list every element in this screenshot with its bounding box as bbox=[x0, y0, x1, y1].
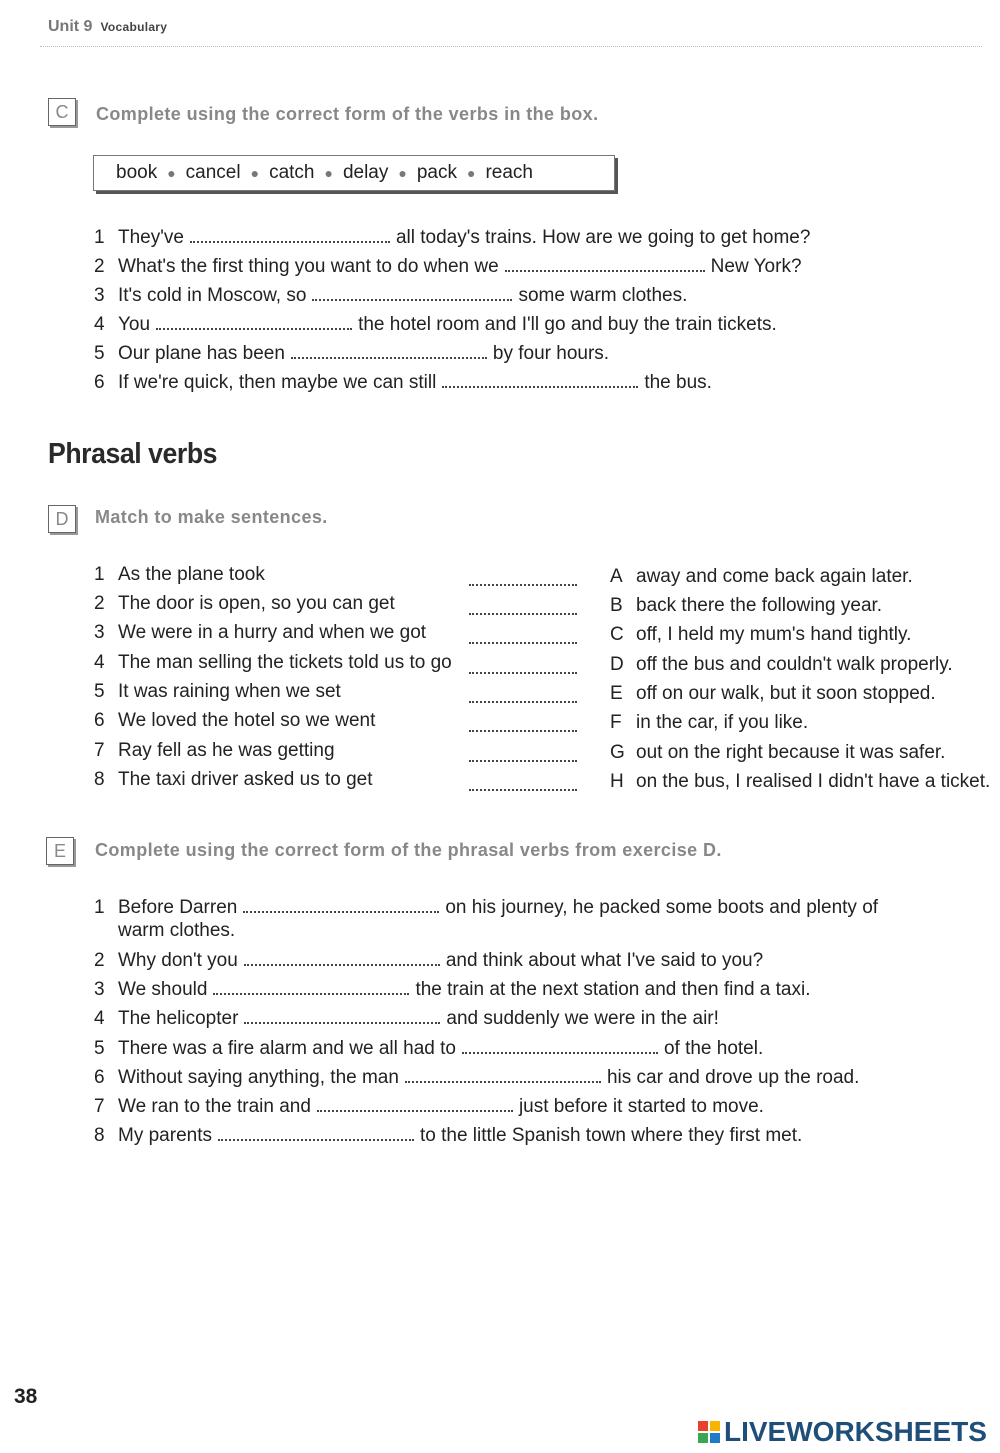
answer-blank[interactable] bbox=[442, 386, 638, 388]
word-reach: reach bbox=[485, 162, 533, 183]
answer-blank[interactable] bbox=[405, 1081, 601, 1083]
answer-blank[interactable] bbox=[213, 993, 409, 995]
answer-blank[interactable] bbox=[317, 1110, 513, 1112]
word-cancel: cancel bbox=[185, 162, 241, 183]
c-item-2: 2 What's the first thing you want to do when we New York? bbox=[94, 256, 802, 277]
section-e-label: E bbox=[46, 837, 74, 865]
answer-blank[interactable] bbox=[190, 241, 390, 243]
d-left-4: 4 The man selling the tickets told us to go bbox=[94, 652, 452, 673]
word-box bbox=[93, 155, 615, 191]
d-left-8: 8 The taxi driver asked us to get bbox=[94, 769, 373, 790]
liveworksheets-logo[interactable] bbox=[698, 1416, 987, 1448]
c-item-6: 6 If we're quick, then maybe we can still the bus. bbox=[94, 372, 712, 393]
d-left-1: 1 As the plane took bbox=[94, 564, 265, 585]
answer-blank[interactable] bbox=[156, 328, 352, 330]
match-blank-7[interactable] bbox=[469, 760, 577, 762]
d-right-h: H on the bus, I realised I didn't have a ticket. bbox=[610, 771, 991, 792]
e-item-1: 1 Before Darren on his journey, he packed some boots and plenty of bbox=[94, 897, 879, 918]
bullet-icon: ● bbox=[398, 165, 407, 181]
word-book: book bbox=[116, 162, 158, 183]
d-right-f: F in the car, if you like. bbox=[610, 712, 809, 733]
d-left-7: 7 Ray fell as he was getting bbox=[94, 740, 335, 761]
bullet-icon: ● bbox=[167, 165, 176, 181]
logo-text: LIVEWORKSHEETS bbox=[724, 1416, 987, 1447]
match-blank-6[interactable] bbox=[469, 730, 577, 732]
match-blank-2[interactable] bbox=[469, 613, 577, 615]
section-c-instruction: Complete using the correct form of the verbs in the box. bbox=[96, 104, 599, 124]
c-item-3: 3 It's cold in Moscow, so some warm clothes. bbox=[94, 285, 688, 306]
c-item-5: 5 Our plane has been by four hours. bbox=[94, 343, 610, 364]
logo-icon bbox=[698, 1421, 720, 1443]
page-header bbox=[48, 18, 167, 36]
d-right-c: C off, I held my mum's hand tightly. bbox=[610, 624, 912, 645]
e-item-8: 8 My parents to the little Spanish town where they first met. bbox=[94, 1125, 803, 1146]
unit-label: Unit 9 bbox=[48, 18, 93, 35]
answer-blank[interactable] bbox=[505, 270, 705, 272]
e-item-1-cont: warm clothes. bbox=[118, 920, 236, 941]
answer-blank[interactable] bbox=[218, 1139, 414, 1141]
d-left-3: 3 We were in a hurry and when we got bbox=[94, 622, 427, 643]
answer-blank[interactable] bbox=[244, 964, 440, 966]
e-item-5: 5 There was a fire alarm and we all had to of the hotel. bbox=[94, 1038, 764, 1059]
d-right-d: D off the bus and couldn't walk properly. bbox=[610, 654, 953, 675]
d-right-a: A away and come back again later. bbox=[610, 566, 913, 587]
e-item-2: 2 Why don't you and think about what I've said to you? bbox=[94, 950, 764, 971]
e-item-6: 6 Without saying anything, the man his car and drove up the road. bbox=[94, 1067, 860, 1088]
answer-blank[interactable] bbox=[244, 1022, 440, 1024]
d-left-5: 5 It was raining when we set bbox=[94, 681, 341, 702]
d-right-e: E off on our walk, but it soon stopped. bbox=[610, 683, 936, 704]
page-number: 38 bbox=[14, 1385, 38, 1408]
phrasal-verbs-heading: Phrasal verbs bbox=[48, 438, 218, 470]
d-left-6: 6 We loved the hotel so we went bbox=[94, 710, 376, 731]
section-d-instruction: Match to make sentences. bbox=[95, 507, 328, 527]
d-right-b: B back there the following year. bbox=[610, 595, 883, 616]
e-item-3: 3 We should the train at the next station and then find a taxi. bbox=[94, 979, 811, 1000]
match-blank-1[interactable] bbox=[469, 584, 577, 586]
answer-blank[interactable] bbox=[312, 299, 512, 301]
bullet-icon: ● bbox=[250, 165, 260, 181]
match-blank-4[interactable] bbox=[469, 672, 577, 674]
word-pack: pack bbox=[416, 162, 457, 183]
section-e-instruction: Complete using the correct form of the phrasal verbs from exercise D. bbox=[95, 840, 722, 860]
e-item-4: 4 The helicopter and suddenly we were in the air! bbox=[94, 1008, 719, 1029]
d-left-2: 2 The door is open, so you can get bbox=[94, 593, 395, 614]
section-c-label: C bbox=[48, 98, 76, 126]
word-delay: delay bbox=[342, 162, 389, 183]
bullet-icon: ● bbox=[324, 165, 333, 181]
header-divider bbox=[40, 46, 982, 47]
section-label: Vocabulary bbox=[100, 20, 168, 34]
d-right-g: G out on the right because it was safer. bbox=[610, 742, 946, 763]
match-blank-5[interactable] bbox=[469, 701, 577, 703]
e-item-7: 7 We ran to the train and just before it started to move. bbox=[94, 1096, 764, 1117]
word-catch: catch bbox=[269, 162, 315, 183]
match-blank-3[interactable] bbox=[469, 642, 577, 644]
c-item-4: 4 You the hotel room and I'll go and buy the train tickets. bbox=[94, 314, 777, 335]
answer-blank[interactable] bbox=[243, 911, 439, 913]
match-blank-8[interactable] bbox=[469, 789, 577, 791]
section-d-label: D bbox=[48, 505, 76, 533]
answer-blank[interactable] bbox=[291, 357, 487, 359]
answer-blank[interactable] bbox=[462, 1052, 658, 1054]
c-item-1: 1 They've all today's trains. How are we going to get home? bbox=[94, 227, 811, 248]
bullet-icon: ● bbox=[466, 165, 476, 181]
